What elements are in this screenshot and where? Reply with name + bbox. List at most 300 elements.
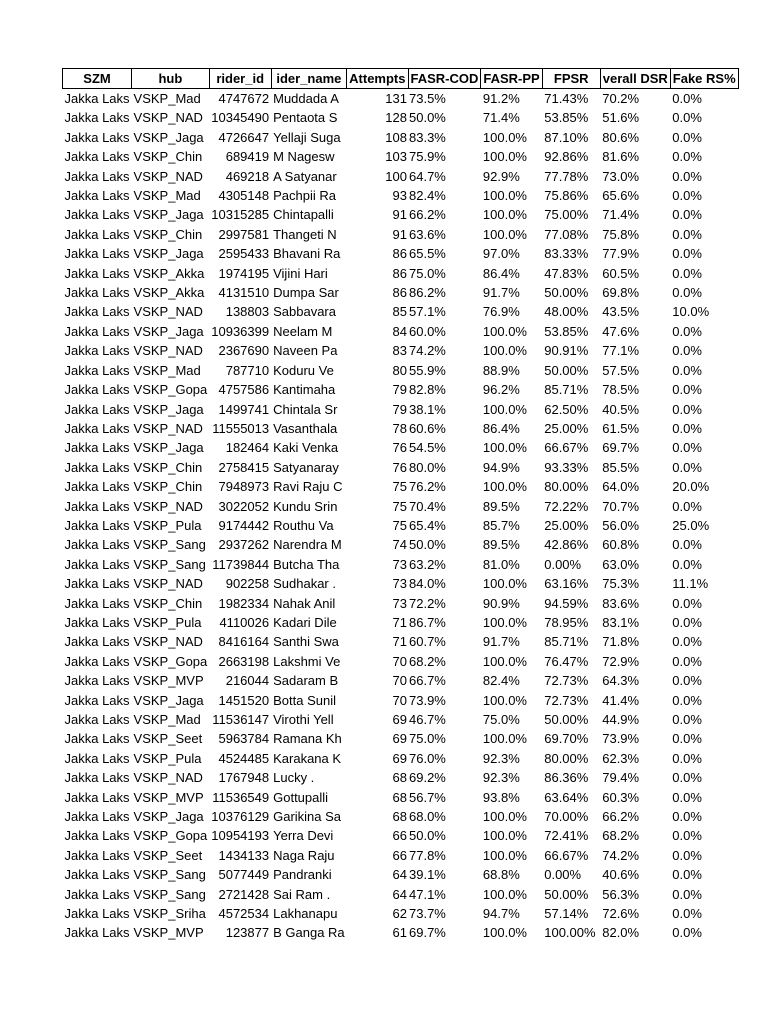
cell-fasr-cod[interactable]: 75.0%: [409, 265, 446, 281]
cell-hub[interactable]: VSKP_NAD: [133, 420, 203, 436]
cell-fasr-pp[interactable]: 100.0%: [482, 847, 527, 863]
cell-fpsr[interactable]: 71.43%: [544, 91, 589, 106]
cell-fake-rs[interactable]: 0.0%: [672, 537, 702, 553]
cell-overall-dsr[interactable]: 68.2%: [602, 828, 640, 844]
cell-overall-dsr[interactable]: 81.6%: [602, 149, 640, 165]
cell-overall-dsr[interactable]: 61.5%: [602, 420, 640, 436]
header-hub[interactable]: hub: [132, 69, 210, 89]
cell-fasr-pp[interactable]: 81.0%: [482, 556, 520, 572]
cell-fasr-pp[interactable]: 100.0%: [482, 653, 527, 669]
cell-overall-dsr[interactable]: 78.5%: [602, 382, 640, 398]
cell-szm[interactable]: Jakka Laks: [64, 343, 130, 359]
cell-hub[interactable]: VSKP_Jaga: [133, 692, 204, 708]
cell-fasr-cod[interactable]: 55.9%: [409, 362, 446, 378]
cell-szm[interactable]: Jakka Laks: [64, 770, 130, 786]
cell-attempts[interactable]: 70: [392, 692, 407, 708]
cell-fasr-pp[interactable]: 86.4%: [482, 265, 520, 281]
cell-hub[interactable]: VSKP_MVP: [133, 673, 204, 689]
cell-fasr-pp[interactable]: 100.0%: [482, 479, 527, 495]
cell-rider-id[interactable]: 2663198: [218, 653, 270, 669]
cell-overall-dsr[interactable]: 77.9%: [602, 246, 640, 262]
cell-fasr-cod[interactable]: 82.4%: [409, 188, 446, 204]
cell-attempts[interactable]: 85: [392, 304, 407, 320]
cell-rider-id[interactable]: 11536147: [212, 712, 270, 727]
cell-fpsr[interactable]: 86.36%: [544, 770, 589, 786]
cell-attempts[interactable]: 108: [385, 129, 407, 145]
cell-szm[interactable]: Jakka Laks: [64, 91, 130, 106]
cell-overall-dsr[interactable]: 71.4%: [602, 207, 640, 223]
cell-attempts[interactable]: 76: [392, 459, 407, 475]
cell-fasr-pp[interactable]: 92.3%: [482, 750, 520, 766]
cell-fake-rs[interactable]: 0.0%: [672, 750, 702, 766]
cell-rider-id[interactable]: 11555013: [212, 420, 270, 436]
cell-attempts[interactable]: 66: [392, 847, 407, 863]
cell-hub[interactable]: VSKP_Pula: [133, 614, 202, 630]
cell-fpsr[interactable]: 0.00%: [544, 867, 582, 883]
cell-fasr-pp[interactable]: 68.8%: [482, 867, 520, 883]
cell-fasr-pp[interactable]: 91.2%: [482, 91, 520, 106]
cell-fpsr[interactable]: 66.67%: [544, 847, 589, 863]
cell-szm[interactable]: Jakka Laks: [64, 246, 130, 262]
cell-overall-dsr[interactable]: 44.9%: [602, 712, 640, 727]
cell-fake-rs[interactable]: 0.0%: [672, 207, 702, 223]
cell-fpsr[interactable]: 92.86%: [544, 149, 589, 165]
cell-rider-name[interactable]: Kaki Venka: [273, 440, 339, 456]
cell-attempts[interactable]: 78: [392, 420, 407, 436]
cell-fake-rs[interactable]: 0.0%: [672, 110, 702, 126]
cell-fpsr[interactable]: 90.91%: [544, 343, 589, 359]
cell-hub[interactable]: VSKP_Jaga: [133, 323, 204, 339]
cell-overall-dsr[interactable]: 79.4%: [602, 770, 640, 786]
cell-fpsr[interactable]: 53.85%: [544, 323, 589, 339]
cell-szm[interactable]: Jakka Laks: [64, 867, 130, 883]
cell-rider-name[interactable]: Lucky .: [273, 770, 315, 786]
cell-hub[interactable]: VSKP_Chin: [133, 459, 203, 475]
cell-attempts[interactable]: 68: [392, 809, 407, 825]
cell-fasr-cod[interactable]: 50.0%: [409, 828, 446, 844]
cell-attempts[interactable]: 76: [392, 440, 407, 456]
cell-hub[interactable]: VSKP_Chin: [133, 595, 203, 611]
cell-fasr-cod[interactable]: 65.4%: [409, 517, 446, 533]
cell-fake-rs[interactable]: 0.0%: [672, 265, 702, 281]
cell-fake-rs[interactable]: 0.0%: [672, 770, 702, 786]
cell-fpsr[interactable]: 80.00%: [544, 479, 589, 495]
cell-rider-name[interactable]: Kantimaha: [273, 382, 336, 398]
cell-rider-name[interactable]: Botta Sunil: [273, 692, 336, 708]
cell-szm[interactable]: Jakka Laks: [64, 129, 130, 145]
cell-fake-rs[interactable]: 10.0%: [672, 304, 710, 320]
cell-rider-id[interactable]: 4131510: [218, 285, 270, 301]
cell-overall-dsr[interactable]: 51.6%: [602, 110, 640, 126]
cell-rider-id[interactable]: 4747672: [218, 91, 270, 106]
cell-rider-name[interactable]: Virothi Yell: [273, 712, 334, 727]
cell-fasr-pp[interactable]: 100.0%: [482, 343, 527, 359]
header-overall-dsr[interactable]: verall DSR: [600, 69, 670, 89]
cell-fake-rs[interactable]: 0.0%: [672, 91, 702, 106]
cell-rider-id[interactable]: 5963784: [218, 731, 270, 747]
cell-fasr-pp[interactable]: 92.9%: [482, 168, 520, 184]
cell-attempts[interactable]: 71: [392, 614, 407, 630]
cell-rider-id[interactable]: 9174442: [218, 517, 270, 533]
cell-rider-name[interactable]: Dumpa Sar: [273, 285, 339, 301]
cell-fake-rs[interactable]: 0.0%: [672, 731, 702, 747]
cell-hub[interactable]: VSKP_Chin: [133, 226, 203, 242]
cell-szm[interactable]: Jakka Laks: [64, 653, 130, 669]
cell-fpsr[interactable]: 85.71%: [544, 634, 589, 650]
cell-rider-name[interactable]: Muddada A: [273, 91, 339, 106]
cell-rider-name[interactable]: Sadaram B: [273, 673, 339, 689]
cell-hub[interactable]: VSKP_Mad: [133, 362, 201, 378]
cell-attempts[interactable]: 80: [392, 362, 407, 378]
cell-fasr-cod[interactable]: 73.9%: [409, 692, 446, 708]
cell-fake-rs[interactable]: 0.0%: [672, 420, 702, 436]
cell-fasr-pp[interactable]: 100.0%: [482, 149, 527, 165]
cell-rider-id[interactable]: 10345490: [211, 110, 270, 126]
cell-hub[interactable]: VSKP_Jaga: [133, 440, 204, 456]
cell-rider-id[interactable]: 10376129: [211, 809, 270, 825]
cell-fpsr[interactable]: 42.86%: [544, 537, 589, 553]
cell-overall-dsr[interactable]: 60.8%: [602, 537, 640, 553]
cell-overall-dsr[interactable]: 70.7%: [602, 498, 640, 514]
cell-fake-rs[interactable]: 11.1%: [672, 576, 709, 592]
cell-fasr-cod[interactable]: 82.8%: [409, 382, 446, 398]
cell-szm[interactable]: Jakka Laks: [64, 537, 130, 553]
cell-fasr-cod[interactable]: 50.0%: [409, 110, 446, 126]
cell-fasr-cod[interactable]: 69.7%: [409, 925, 446, 941]
cell-fake-rs[interactable]: 0.0%: [672, 556, 702, 572]
cell-rider-name[interactable]: Lakhanapu: [273, 906, 338, 922]
cell-attempts[interactable]: 62: [392, 906, 407, 922]
cell-szm[interactable]: Jakka Laks: [64, 828, 130, 844]
cell-hub[interactable]: VSKP_Gopa: [133, 382, 208, 398]
cell-szm[interactable]: Jakka Laks: [64, 886, 130, 902]
cell-hub[interactable]: VSKP_Chin: [133, 479, 203, 495]
cell-attempts[interactable]: 73: [392, 576, 407, 592]
cell-fasr-cod[interactable]: 80.0%: [409, 459, 446, 475]
cell-rider-name[interactable]: Sai Ram .: [273, 886, 331, 902]
cell-overall-dsr[interactable]: 62.3%: [602, 750, 640, 766]
cell-fasr-pp[interactable]: 88.9%: [482, 362, 520, 378]
cell-hub[interactable]: VSKP_Jaga: [133, 129, 204, 145]
cell-fasr-pp[interactable]: 85.7%: [482, 517, 520, 533]
cell-rider-name[interactable]: Pandranki: [273, 867, 332, 883]
cell-rider-name[interactable]: Kadari Dile: [273, 614, 337, 630]
cell-attempts[interactable]: 68: [392, 770, 407, 786]
cell-szm[interactable]: Jakka Laks: [64, 595, 130, 611]
cell-hub[interactable]: VSKP_Seet: [133, 847, 203, 863]
cell-attempts[interactable]: 73: [392, 556, 407, 572]
cell-rider-name[interactable]: B Ganga Ra: [273, 925, 345, 941]
cell-overall-dsr[interactable]: 43.5%: [602, 304, 640, 320]
cell-hub[interactable]: VSKP_Jaga: [133, 401, 204, 417]
cell-overall-dsr[interactable]: 40.5%: [602, 401, 640, 417]
header-rider-name[interactable]: ider_name: [271, 69, 347, 89]
cell-fpsr[interactable]: 75.86%: [544, 188, 589, 204]
cell-szm[interactable]: Jakka Laks: [64, 440, 130, 456]
cell-fake-rs[interactable]: 0.0%: [672, 188, 702, 204]
cell-rider-id[interactable]: 2721428: [218, 886, 270, 902]
cell-rider-id[interactable]: 4572534: [218, 906, 270, 922]
cell-rider-id[interactable]: 902258: [225, 576, 270, 592]
cell-rider-id[interactable]: 2758415: [218, 459, 270, 475]
cell-rider-name[interactable]: Pentaota S: [273, 110, 338, 126]
cell-fpsr[interactable]: 75.00%: [544, 207, 589, 223]
cell-rider-id[interactable]: 1451520: [218, 692, 270, 708]
cell-szm[interactable]: Jakka Laks: [64, 809, 130, 825]
cell-fasr-pp[interactable]: 100.0%: [482, 731, 527, 747]
cell-hub[interactable]: VSKP_Chin: [133, 149, 203, 165]
cell-attempts[interactable]: 79: [392, 401, 407, 417]
cell-fpsr[interactable]: 70.00%: [544, 809, 589, 825]
cell-fake-rs[interactable]: 0.0%: [672, 246, 702, 262]
cell-hub[interactable]: VSKP_NAD: [133, 498, 203, 514]
cell-rider-id[interactable]: 4305148: [218, 188, 270, 204]
cell-overall-dsr[interactable]: 64.3%: [602, 673, 640, 689]
cell-fasr-cod[interactable]: 76.2%: [409, 479, 446, 495]
cell-szm[interactable]: Jakka Laks: [64, 382, 130, 398]
cell-szm[interactable]: Jakka Laks: [64, 498, 130, 514]
cell-overall-dsr[interactable]: 75.8%: [602, 226, 640, 242]
cell-fasr-pp[interactable]: 75.0%: [482, 712, 520, 727]
cell-rider-name[interactable]: Yellaji Suga: [273, 129, 341, 145]
cell-fasr-pp[interactable]: 94.9%: [482, 459, 520, 475]
cell-fasr-cod[interactable]: 63.2%: [409, 556, 446, 572]
cell-rider-name[interactable]: A Satyanar: [273, 168, 337, 184]
cell-fake-rs[interactable]: 0.0%: [672, 886, 702, 902]
cell-hub[interactable]: VSKP_MVP: [133, 925, 204, 941]
cell-rider-id[interactable]: 1499741: [218, 401, 270, 417]
cell-overall-dsr[interactable]: 83.6%: [602, 595, 640, 611]
cell-rider-name[interactable]: Thangeti N: [273, 226, 337, 242]
cell-fasr-pp[interactable]: 100.0%: [482, 692, 527, 708]
cell-overall-dsr[interactable]: 77.1%: [602, 343, 640, 359]
cell-fpsr[interactable]: 50.00%: [544, 712, 589, 727]
cell-rider-id[interactable]: 11739844: [212, 556, 270, 572]
cell-fasr-cod[interactable]: 84.0%: [409, 576, 446, 592]
cell-fake-rs[interactable]: 0.0%: [672, 614, 702, 630]
cell-rider-id[interactable]: 1982334: [218, 595, 270, 611]
cell-fasr-pp[interactable]: 100.0%: [482, 226, 527, 242]
cell-attempts[interactable]: 69: [392, 712, 407, 727]
cell-fasr-pp[interactable]: 100.0%: [482, 614, 527, 630]
cell-attempts[interactable]: 74: [392, 537, 407, 553]
cell-fake-rs[interactable]: 0.0%: [672, 712, 702, 727]
cell-rider-name[interactable]: Bhavani Ra: [273, 246, 341, 262]
cell-fpsr[interactable]: 87.10%: [544, 129, 589, 145]
cell-fasr-cod[interactable]: 39.1%: [409, 867, 446, 883]
cell-fasr-cod[interactable]: 64.7%: [409, 168, 446, 184]
cell-fpsr[interactable]: 0.00%: [544, 556, 582, 572]
cell-fpsr[interactable]: 48.00%: [544, 304, 589, 320]
cell-hub[interactable]: VSKP_NAD: [133, 634, 203, 650]
cell-szm[interactable]: Jakka Laks: [64, 789, 130, 805]
cell-fpsr[interactable]: 47.83%: [544, 265, 589, 281]
header-fasr-pp[interactable]: FASR-PP: [481, 69, 542, 89]
cell-hub[interactable]: VSKP_NAD: [133, 770, 203, 786]
cell-rider-id[interactable]: 5077449: [218, 867, 270, 883]
cell-rider-name[interactable]: Pachpii Ra: [273, 188, 336, 204]
cell-fpsr[interactable]: 25.00%: [544, 517, 589, 533]
cell-rider-id[interactable]: 2595433: [218, 246, 270, 262]
cell-attempts[interactable]: 131: [385, 91, 407, 106]
cell-rider-id[interactable]: 689419: [225, 149, 270, 165]
cell-fpsr[interactable]: 66.67%: [544, 440, 589, 456]
cell-fasr-pp[interactable]: 100.0%: [482, 828, 527, 844]
cell-fake-rs[interactable]: 0.0%: [672, 129, 702, 145]
cell-fpsr[interactable]: 94.59%: [544, 595, 589, 611]
cell-overall-dsr[interactable]: 57.5%: [602, 362, 640, 378]
cell-hub[interactable]: VSKP_Mad: [133, 712, 201, 727]
cell-fake-rs[interactable]: 0.0%: [672, 226, 702, 242]
cell-fasr-pp[interactable]: 89.5%: [482, 498, 520, 514]
cell-rider-id[interactable]: 787710: [225, 362, 270, 378]
cell-rider-name[interactable]: Sudhakar .: [273, 576, 336, 592]
cell-hub[interactable]: VSKP_NAD: [133, 110, 203, 126]
cell-fake-rs[interactable]: 0.0%: [672, 692, 702, 708]
cell-rider-id[interactable]: 11536549: [212, 789, 270, 805]
cell-szm[interactable]: Jakka Laks: [64, 906, 130, 922]
cell-fasr-cod[interactable]: 86.7%: [409, 614, 446, 630]
cell-hub[interactable]: VSKP_Sriha: [133, 906, 206, 922]
cell-attempts[interactable]: 69: [392, 731, 407, 747]
cell-fasr-pp[interactable]: 82.4%: [482, 673, 520, 689]
cell-rider-id[interactable]: 2997581: [218, 226, 270, 242]
cell-overall-dsr[interactable]: 64.0%: [602, 479, 640, 495]
cell-overall-dsr[interactable]: 40.6%: [602, 867, 640, 883]
cell-fpsr[interactable]: 76.47%: [544, 653, 589, 669]
cell-rider-name[interactable]: Karakana K: [273, 750, 342, 766]
cell-hub[interactable]: VSKP_MVP: [133, 789, 204, 805]
cell-rider-id[interactable]: 138803: [225, 304, 270, 320]
cell-fpsr[interactable]: 53.85%: [544, 110, 589, 126]
cell-rider-id[interactable]: 8416164: [218, 634, 270, 650]
cell-attempts[interactable]: 91: [392, 207, 407, 223]
cell-rider-id[interactable]: 10936399: [211, 323, 270, 339]
cell-fasr-pp[interactable]: 91.7%: [482, 634, 520, 650]
cell-rider-id[interactable]: 10954193: [211, 828, 270, 844]
cell-rider-name[interactable]: Chintala Sr: [273, 401, 338, 417]
cell-fpsr[interactable]: 25.00%: [544, 420, 589, 436]
cell-szm[interactable]: Jakka Laks: [64, 188, 130, 204]
cell-overall-dsr[interactable]: 56.3%: [602, 886, 640, 902]
cell-attempts[interactable]: 86: [392, 246, 407, 262]
cell-fasr-cod[interactable]: 83.3%: [409, 129, 446, 145]
cell-overall-dsr[interactable]: 73.9%: [602, 731, 640, 747]
cell-rider-name[interactable]: Garikina Sa: [273, 809, 342, 825]
cell-szm[interactable]: Jakka Laks: [64, 673, 130, 689]
cell-overall-dsr[interactable]: 83.1%: [602, 614, 640, 630]
cell-overall-dsr[interactable]: 82.0%: [602, 925, 640, 941]
cell-fasr-cod[interactable]: 76.0%: [409, 750, 446, 766]
cell-fasr-pp[interactable]: 100.0%: [482, 809, 527, 825]
cell-attempts[interactable]: 66: [392, 828, 407, 844]
cell-fasr-cod[interactable]: 56.7%: [409, 789, 446, 805]
cell-hub[interactable]: VSKP_Pula: [133, 750, 202, 766]
cell-fasr-cod[interactable]: 66.7%: [409, 673, 446, 689]
cell-fake-rs[interactable]: 0.0%: [672, 634, 702, 650]
cell-overall-dsr[interactable]: 70.2%: [602, 91, 640, 106]
cell-attempts[interactable]: 103: [385, 149, 407, 165]
cell-attempts[interactable]: 93: [392, 188, 407, 204]
cell-rider-id[interactable]: 469218: [225, 168, 270, 184]
cell-hub[interactable]: VSKP_NAD: [133, 343, 203, 359]
cell-attempts[interactable]: 128: [385, 110, 407, 126]
cell-fake-rs[interactable]: 0.0%: [672, 498, 702, 514]
cell-overall-dsr[interactable]: 72.6%: [602, 906, 640, 922]
cell-rider-id[interactable]: 7948973: [218, 479, 270, 495]
cell-fasr-cod[interactable]: 60.6%: [409, 420, 446, 436]
cell-hub[interactable]: VSKP_Sang: [133, 886, 206, 902]
cell-rider-id[interactable]: 10315285: [211, 207, 270, 223]
cell-rider-id[interactable]: 216044: [225, 673, 270, 689]
cell-fasr-cod[interactable]: 75.9%: [409, 149, 446, 165]
cell-fpsr[interactable]: 80.00%: [544, 750, 589, 766]
cell-fake-rs[interactable]: 25.0%: [672, 517, 710, 533]
cell-fake-rs[interactable]: 0.0%: [672, 459, 702, 475]
cell-rider-name[interactable]: Vijini Hari: [273, 265, 328, 281]
cell-overall-dsr[interactable]: 74.2%: [602, 847, 640, 863]
cell-fasr-pp[interactable]: 97.0%: [482, 246, 520, 262]
cell-szm[interactable]: Jakka Laks: [64, 712, 130, 727]
header-fpsr[interactable]: FPSR: [542, 69, 600, 89]
cell-rider-name[interactable]: Gottupalli: [273, 789, 329, 805]
cell-rider-id[interactable]: 2937262: [218, 537, 270, 553]
cell-fake-rs[interactable]: 0.0%: [672, 673, 702, 689]
header-fasr-cod[interactable]: FASR-COD: [408, 69, 481, 89]
cell-fasr-cod[interactable]: 38.1%: [409, 401, 446, 417]
cell-szm[interactable]: Jakka Laks: [64, 731, 130, 747]
cell-fake-rs[interactable]: 0.0%: [672, 789, 702, 805]
cell-fake-rs[interactable]: 0.0%: [672, 149, 702, 165]
cell-fake-rs[interactable]: 0.0%: [672, 906, 702, 922]
cell-fake-rs[interactable]: 0.0%: [672, 925, 702, 941]
cell-fasr-pp[interactable]: 100.0%: [482, 925, 527, 941]
cell-fasr-pp[interactable]: 100.0%: [482, 401, 527, 417]
cell-fake-rs[interactable]: 0.0%: [672, 809, 702, 825]
cell-rider-id[interactable]: 4726647: [218, 129, 270, 145]
cell-rider-name[interactable]: Naveen Pa: [273, 343, 338, 359]
cell-fpsr[interactable]: 72.73%: [544, 673, 589, 689]
cell-fasr-pp[interactable]: 89.5%: [482, 537, 520, 553]
cell-fake-rs[interactable]: 0.0%: [672, 595, 702, 611]
cell-overall-dsr[interactable]: 60.3%: [602, 789, 640, 805]
cell-rider-id[interactable]: 1767948: [218, 770, 270, 786]
cell-fake-rs[interactable]: 0.0%: [672, 401, 702, 417]
cell-rider-name[interactable]: Koduru Ve: [273, 362, 334, 378]
cell-fasr-cod[interactable]: 47.1%: [409, 886, 446, 902]
cell-overall-dsr[interactable]: 66.2%: [602, 809, 640, 825]
cell-fasr-pp[interactable]: 94.7%: [482, 906, 520, 922]
cell-overall-dsr[interactable]: 72.9%: [602, 653, 640, 669]
cell-szm[interactable]: Jakka Laks: [64, 401, 130, 417]
cell-fasr-cod[interactable]: 70.4%: [409, 498, 446, 514]
cell-fasr-cod[interactable]: 73.5%: [409, 91, 446, 106]
cell-fasr-pp[interactable]: 92.3%: [482, 770, 520, 786]
cell-hub[interactable]: VSKP_NAD: [133, 576, 203, 592]
cell-overall-dsr[interactable]: 47.6%: [602, 323, 640, 339]
cell-hub[interactable]: VSKP_Gopa: [133, 653, 208, 669]
cell-hub[interactable]: VSKP_Jaga: [133, 207, 204, 223]
cell-szm[interactable]: Jakka Laks: [64, 925, 130, 941]
cell-fasr-pp[interactable]: 100.0%: [482, 188, 527, 204]
cell-rider-name[interactable]: Vasanthala: [273, 420, 338, 436]
cell-fpsr[interactable]: 93.33%: [544, 459, 589, 475]
cell-fpsr[interactable]: 63.16%: [544, 576, 589, 592]
cell-fpsr[interactable]: 77.78%: [544, 168, 589, 184]
cell-fpsr[interactable]: 78.95%: [544, 614, 589, 630]
cell-hub[interactable]: VSKP_Sang: [133, 537, 206, 553]
cell-attempts[interactable]: 86: [392, 265, 407, 281]
